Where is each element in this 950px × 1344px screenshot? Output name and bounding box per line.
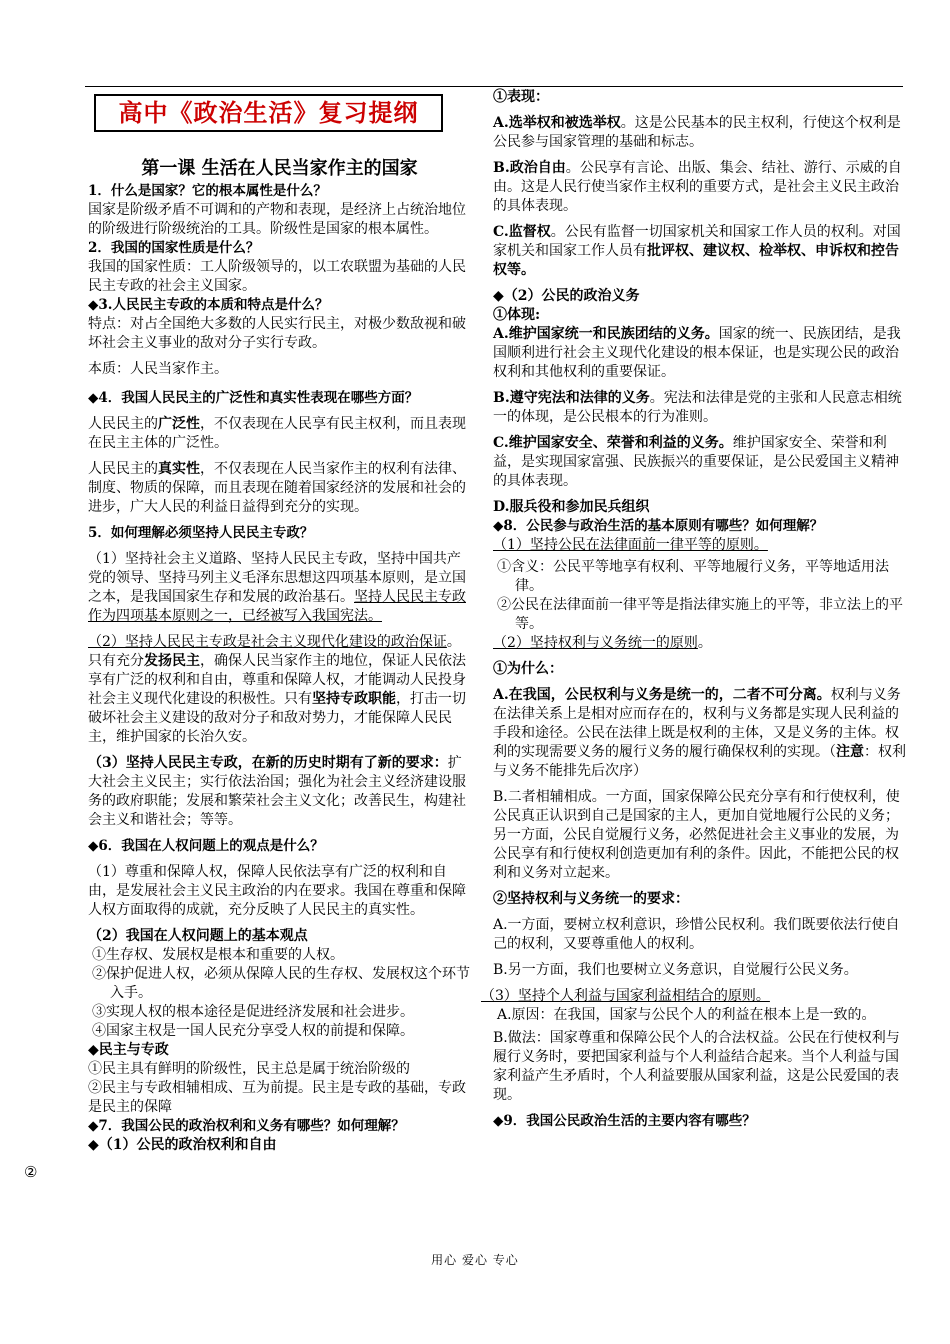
why-heading: ①为什么： [493, 661, 563, 677]
answer-5-2: （2）坚持人民民主专政是社会主义现代化建设的政治保证。只有充分发扬民主，确保人民当家作主的地位，保证人民依法享有广泛的权利和自由，尊重和保障人权，才能调动人民投身社会主义现代化建设的积极性。只有坚持专政职能，打击一切破坏社会主义建设的敌对分子和敌对势力，才能保障人民民主，维护国家的长治久安。 [88, 634, 466, 745]
question-3: ◆3.人民民主专政的本质和特点是什么？ [88, 297, 329, 313]
right-b: B.政治自由。公民享有言论、出版、集会、结社、游行、示威的自由。这是人民行使当家作主权利的重要方式，是社会主义民主政治的具体表现。 [493, 160, 902, 214]
principle-1: （1）坚持公民在法律面前一律平等的原则。 [493, 537, 768, 553]
question-5: 5．如何理解必须坚持人民民主专政？ [88, 525, 314, 541]
answer-2: 我国的国家性质：工人阶级领导的，以工农联盟为基础的人民民主专政的社会主义国家。 [88, 259, 466, 294]
principle-3-practice: B.做法：国家尊重和保障公民个人的合法权益。公民在行使权利与履行义务时，要把国家利益与个人利益结合起来。当个人利益与国家利益产生矛盾时，个人利益要服从国家利益，这是公民爱国的表现。 [493, 1030, 900, 1103]
question-7-part-1: ◆（1）公民的政治权利和自由 [88, 1137, 277, 1153]
question-2: 2．我国的国家性质是什么？ [88, 240, 260, 256]
principle-3: （3）坚持个人利益与国家利益相结合的原则。 [481, 988, 770, 1004]
democracy-point-1: ①民主具有鲜明的阶级性，民主总是属于统治阶级的 [88, 1061, 410, 1077]
list-item: ②保护促进人权，必须从保障人民的生存权、发展权这个环节入手。 [92, 966, 470, 1001]
democracy-dictatorship-heading: ◆民主与专政 [88, 1042, 169, 1058]
why-a: A.在我国，公民权利与义务是统一的，二者不可分离。权利与义务在法律关系上是相对应而存在的，权利与义务都是实现人民利益的手段和途径。公民在法律上既是权利的主体，又是义务的主体。权利的实现需要义务的履行义务的履行确保权利的实现。（注意：权利与义务不能排先后次序） [493, 687, 906, 779]
duty-a: A.维护国家统一和民族团结的义务。国家的统一、民族团结，是我国顺利进行社会主义现代化建设的根本保证，也是实现公民的政治权利和其他权利的重要保证。 [493, 326, 901, 380]
answer-4-breadth: 人民民主的广泛性，不仅表现在人民享有民主权利，而且表现在民主主体的广泛性。 [88, 416, 466, 451]
principle-2: （2）坚持权利与义务统一的原则。 [493, 635, 712, 651]
question-4: ◆4．我国人民民主的广泛性和真实性表现在哪些方面？ [88, 390, 419, 406]
page-footer: 用心 爱心 专心 [431, 1253, 519, 1267]
duty-c: C.维护国家安全、荣誉和利益的义务。维护国家安全、荣誉和利益，是实现国家富强、民族振兴的重要保证，是公民爱国主义精神的具体表现。 [493, 435, 899, 489]
requirement-a: A.一方面，要树立权利意识，珍惜公民权利。我们既要依法行使自己的权利，又要尊重他人的权利。 [493, 917, 900, 952]
answer-4-truth: 人民民主的真实性，不仅表现在人民当家作主的权利有法律、制度、物质的保障，而且表现在随着国家经济的发展和社会的进步，广大人民的利益日益得到充分的实现。 [88, 461, 466, 515]
principle-3-reason: A.原因：在我国，国家与公民个人的利益在根本上是一致的。 [497, 1007, 876, 1023]
question-7: ◆7．我国公民的政治权利和义务有哪些？如何理解？ [88, 1118, 405, 1134]
list-item: ④国家主权是一国人民充分享受人权的前提和保障。 [92, 1023, 414, 1039]
list-item: ③实现人权的根本途径是促进经济发展和社会进步。 [92, 1004, 414, 1020]
question-6: ◆6．我国在人权问题上的观点是什么？ [88, 838, 324, 854]
answer-3-feature: 特点：对占全国绝大多数的人民实行民主，对极少数敌视和破坏社会主义事业的敌对分子实行专政。 [88, 316, 466, 351]
duty-manifestation: ①体现: [493, 307, 541, 323]
why-b: B.二者相辅相成。一方面，国家保障公民充分享有和行使权利，使公民真正认识到自己是国家的主人，更加自觉地履行公民的义务；另一方面，公民自觉履行义务，必然促进社会主义事业的发展，为公民享有和行使权利创造更加有利的条件。因此，不能把公民的权利和义务对立起来。 [493, 789, 900, 881]
margin-mark: ② [24, 1163, 38, 1181]
top-rule [85, 86, 903, 87]
rights-manifestation-heading: ①表现： [493, 89, 549, 105]
left-column [88, 88, 471, 1155]
answer-1: 国家是阶级矛盾不可调和的产物和表现，是经济上占统治地位的阶级进行阶级统治的工具。阶级性是国家的根本属性。 [88, 202, 466, 237]
answer-6-1: （1）尊重和保障人权，保障人民依法享有广泛的权利和自由，是发展社会主义民主政治的内在要求。我国在尊重和保障人权方面取得的成就，充分反映了人民民主的真实性。 [88, 864, 466, 918]
document-title: 高中《政治生活》复习提纲 [94, 94, 443, 132]
answer-3-essence: 本质：人民当家作主。 [88, 361, 228, 377]
right-c: C.监督权。公民有监督一切国家机关和国家工作人员的权利。对国家机关和国家工作人员有批评权、建议权、检举权、申诉权和控告权等。 [493, 224, 901, 278]
duty-heading: ◆（2）公民的政治义务 [493, 288, 640, 304]
right-column [481, 88, 908, 1131]
democracy-point-2: ②民主与专政相辅相成、互为前提。民主是专政的基础，专政是民主的保障 [88, 1080, 466, 1115]
principle-1-note: ②公民在法律面前一律平等是指法律实施上的平等，非立法上的平等。 [497, 597, 903, 632]
question-9: ◆9．我国公民政治生活的主要内容有哪些？ [493, 1113, 756, 1129]
principle-1-meaning: ①含义：公民平等地享有权利、平等地履行义务，平等地适用法律。 [497, 559, 889, 594]
answer-5-3: （3）坚持人民民主专政，在新的历史时期有了新的要求：扩大社会主义民主；实行依法治国；强化为社会主义经济建设服务的政府职能；发展和繁荣社会主义文化；改善民生，构建社会主义和谐社会；等等。 [88, 755, 466, 828]
requirement-heading: ②坚持权利与义务统一的要求： [493, 891, 689, 907]
list-item: ①生存权、发展权是根本和重要的人权。 [92, 947, 344, 963]
answer-6-2-heading: （2）我国在人权问题上的基本观点 [88, 928, 308, 944]
answer-5-1: （1）坚持社会主义道路、坚持人民民主专政，坚持中国共产党的领导、坚持马列主义毛泽东思想这四项基本原则，是立国之本，是我国国家生存和发展的政治基石。坚持人民民主专政作为四项基本原则之一，已经被写入我国宪法。 [88, 551, 466, 624]
duty-b: B.遵守宪法和法律的义务。宪法和法律是党的主张和人民意志相统一的体现，是公民根本的行为准则。 [493, 390, 902, 425]
question-8: ◆8．公民参与政治生活的基本原则有哪些？如何理解？ [493, 518, 824, 534]
lesson-title: 第一课 生活在人民当家作主的国家 [141, 158, 418, 179]
right-a: A.选举权和被选举权。这是公民基本的民主权利，行使这个权利是公民参与国家管理的基础和标志。 [493, 115, 901, 150]
question-1: 1．什么是国家？它的根本属性是什么？ [88, 183, 327, 199]
duty-d: D.服兵役和参加民兵组织 [493, 499, 650, 515]
requirement-b: B.另一方面，我们也要树立义务意识，自觉履行公民义务。 [493, 962, 858, 978]
